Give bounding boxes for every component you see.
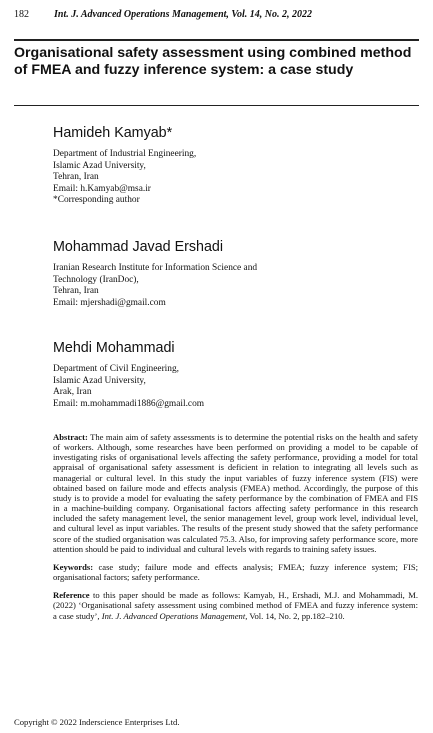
abstract-text: The main aim of safety assessments is to determine the potential risks on the health and safety of workers. Although, some researches have been performed on providing a model to be capable of investigating risks of organisational levels affecting the safety performance, providing a model for total appraisal of organisational safety assessment is deficient in relation to integrating all levels such as managerial or cultural level. In this study the input variables of fuzzy inference system (FIS) were obtained based on failure mode and effects analysis (FMEA) method. Accordingly, the purpose of this study is to provide a model for evaluating the safety performance by the combination of FMEA and FIS in a machine-building company. Organisational factors affecting safety performance in this research included the safety management level, the senior management level, group work level, individual level, and cultural level as input variables. The results of the present study showed that the safety performance score of the studied organisation was calculated 75.3. Also, for improving safety performance score, more attention should be paid to individual and cultural levels with regards to training safety issues. — [53, 432, 418, 554]
author-name: Mohammad Javad Ershadi — [53, 239, 224, 255]
affiliation-line: Department of Civil Engineering, — [53, 364, 180, 374]
affiliation-line: Arak, Iran — [53, 387, 92, 398]
page-number: 182 — [14, 9, 29, 20]
reference-journal: Int. J. Advanced Operations Management — [101, 610, 246, 621]
affiliation-line: Tehran, Iran — [53, 286, 99, 297]
keywords-paragraph — [53, 562, 418, 582]
affiliation-line: Islamic Azad University, — [53, 375, 146, 386]
copyright-notice: Copyright © 2022 Inderscience Enterprises Ltd. — [14, 717, 180, 727]
abstract-paragraph — [53, 432, 418, 554]
reference-label: Reference — [53, 590, 90, 601]
paper-title: Organisational safety assessment using combined method of FMEA and fuzzy inference system: a case study — [14, 45, 412, 78]
keywords-label: Keywords: — [53, 561, 94, 572]
author-affiliation — [53, 149, 419, 207]
keywords-text: case study; failure mode and effects analysis; FMEA; fuzzy inference system; FIS; organisational factors; safety performance. — [53, 561, 418, 583]
abstract-label: Abstract: — [53, 432, 88, 442]
author-affiliation — [53, 364, 419, 410]
affiliation-line: Tehran, Iran — [53, 172, 99, 183]
abstract-section — [53, 432, 418, 629]
author-affiliation — [53, 263, 419, 309]
author-name: Mehdi Mohammadi — [53, 340, 175, 356]
title-bottom-rule — [14, 105, 419, 106]
corresponding-note: *Corresponding author — [53, 195, 140, 206]
reference-paragraph — [53, 590, 418, 620]
author-block-1 — [53, 125, 419, 207]
author-email[interactable]: Email: m.mohammadi1886@gmail.com — [53, 398, 205, 409]
author-name: Hamideh Kamyab* — [53, 125, 173, 141]
author-email[interactable]: Email: mjershadi@gmail.com — [53, 297, 166, 308]
journal-citation: Int. J. Advanced Operations Management, Vol. 14, No. 2, 2022 — [54, 9, 312, 20]
author-email[interactable]: Email: h.Kamyab@msa.ir — [53, 183, 151, 194]
reference-text: to this paper should be made as follows: Kamyab, H., Ershadi, M.J. and Mohammadi, M. (2022) ‘Organisational safety assessment using combined method of FMEA and fuzzy inference system: a case study’, — [53, 590, 418, 621]
affiliation-line: Department of Industrial Engineering, — [53, 149, 197, 159]
author-block-2 — [53, 239, 419, 309]
affiliation-line: Iranian Research Institute for Information Science and — [53, 263, 258, 273]
affiliation-line: Islamic Azad University, — [53, 160, 146, 171]
reference-volume: , Vol. 14, No. 2, pp.182–210. — [245, 610, 345, 621]
affiliation-line: Technology (IranDoc), — [53, 274, 139, 285]
author-block-3 — [53, 340, 419, 410]
title-top-rule — [14, 39, 419, 41]
